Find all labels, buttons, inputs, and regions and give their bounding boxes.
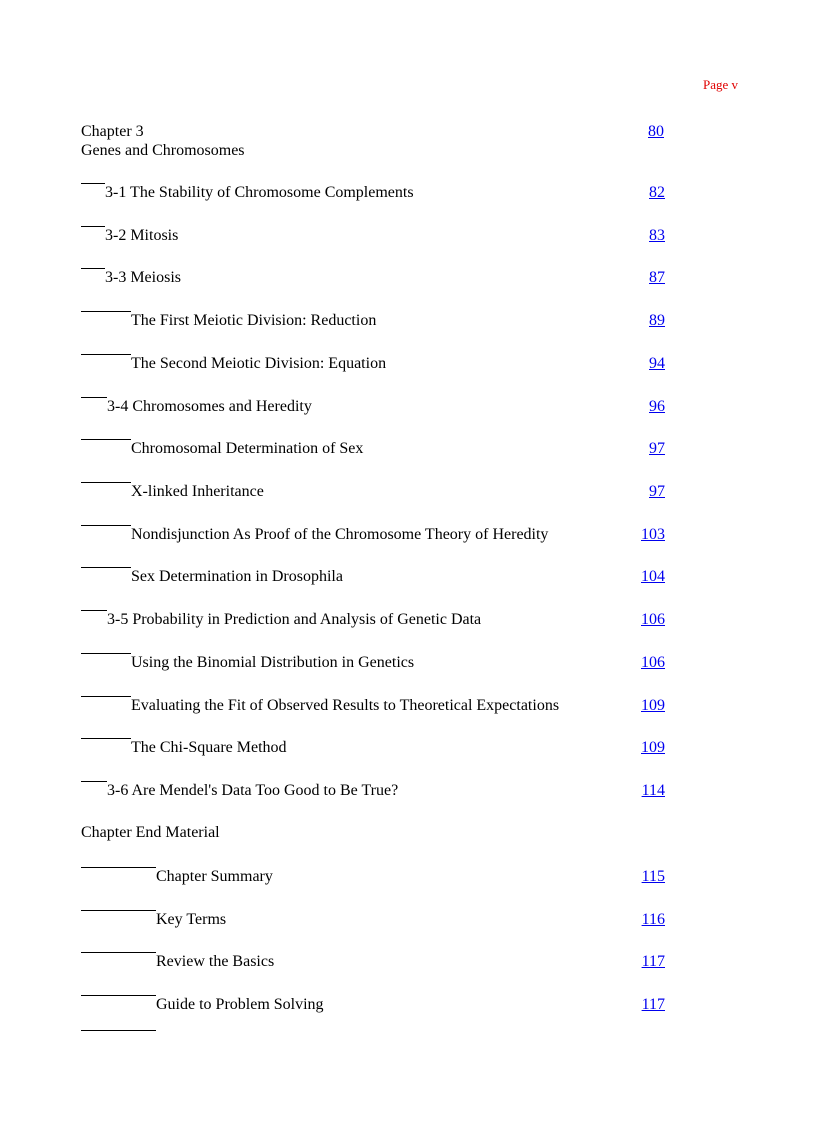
toc-entry (81, 866, 665, 888)
toc-entry-label: 3-5 Probability in Prediction and Analysis of Genetic Data (107, 611, 482, 628)
indent-rule (81, 268, 105, 269)
toc-entry-label: The First Meiotic Division: Reduction (131, 312, 377, 329)
toc-entry (81, 182, 665, 204)
toc-page-link[interactable]: 109 (641, 697, 665, 714)
toc-entry-label: 3-6 Are Mendel's Data Too Good to Be True? (107, 782, 399, 799)
toc-entry-label: 3-1 The Stability of Chromosome Complements (105, 184, 414, 201)
toc-page-link[interactable]: 94 (649, 355, 665, 372)
indent-rule (81, 995, 156, 996)
toc-page-link[interactable]: 109 (641, 739, 665, 756)
indent-rule (81, 781, 107, 782)
toc-entry-label: Nondisjunction As Proof of the Chromosome Theory of Heredity (131, 526, 549, 543)
toc-entry (81, 566, 665, 588)
toc-entry (81, 652, 665, 674)
toc-entry (81, 994, 665, 1016)
toc-page-link[interactable]: 83 (649, 227, 665, 244)
indent-rule (81, 653, 131, 654)
toc-entry-label: 3-4 Chromosomes and Heredity (107, 398, 312, 415)
chapter-page-link[interactable]: 80 (648, 123, 664, 140)
toc-entry-label: Using the Binomial Distribution in Genetics (131, 654, 415, 671)
toc-entry-label: Review the Basics (156, 953, 275, 970)
chapter-header (81, 122, 664, 160)
toc-entry (81, 951, 665, 973)
indent-rule (81, 439, 131, 440)
indent-rule (81, 397, 107, 398)
toc-page-link[interactable]: 89 (649, 312, 665, 329)
trailing-rule (81, 1030, 156, 1031)
page-number: Page v (702, 77, 738, 92)
toc-entry-label: Chromosomal Determination of Sex (131, 440, 364, 457)
chapter-title: Genes and Chromosomes (81, 142, 245, 159)
indent-rule (81, 311, 131, 312)
toc-page-link[interactable]: 103 (641, 526, 665, 543)
toc-entry-label: 3-2 Mitosis (105, 227, 179, 244)
toc-entry-label: Chapter Summary (156, 868, 273, 885)
toc-page-link[interactable]: 104 (641, 568, 665, 585)
toc-entry-label: Evaluating the Fit of Observed Results to Theoretical Expectations (131, 697, 560, 714)
indent-rule (81, 738, 131, 739)
indent-rule (81, 354, 131, 355)
toc-entry-label: The Chi-Square Method (131, 739, 287, 756)
toc-entry (81, 524, 665, 546)
toc-entry (81, 438, 665, 460)
toc-page-link[interactable]: 106 (641, 611, 665, 628)
toc-entry (81, 737, 665, 759)
toc-entry-label: 3-3 Meiosis (105, 269, 181, 286)
toc-entry (81, 353, 665, 375)
toc-page-link[interactable]: 87 (649, 269, 665, 286)
toc-entry (81, 267, 665, 289)
indent-rule (81, 183, 105, 184)
toc-entry (81, 609, 665, 631)
indent-rule (81, 610, 107, 611)
toc-entry-label: Sex Determination in Drosophila (131, 568, 343, 585)
end-material-heading: Chapter End Material (81, 824, 220, 841)
toc-entry-label: Guide to Problem Solving (156, 996, 324, 1013)
toc-entry (81, 695, 665, 717)
indent-rule (81, 910, 156, 911)
toc-page-link[interactable]: 117 (641, 996, 665, 1013)
toc-entry-label: X-linked Inheritance (131, 483, 264, 500)
indent-rule (81, 696, 131, 697)
toc-page-link[interactable]: 97 (649, 440, 665, 457)
toc-page-link[interactable]: 96 (649, 398, 665, 415)
chapter-number: Chapter 3 (81, 123, 144, 140)
indent-rule (81, 525, 131, 526)
indent-rule (81, 226, 105, 227)
toc-page-link[interactable]: 114 (641, 782, 665, 799)
toc-page-link[interactable]: 97 (649, 483, 665, 500)
toc-entry (81, 909, 665, 931)
toc-page-link[interactable]: 116 (641, 911, 665, 928)
toc-entry (81, 225, 665, 247)
toc-page-link[interactable]: 115 (641, 868, 665, 885)
toc-entry-label: The Second Meiotic Division: Equation (131, 355, 387, 372)
indent-rule (81, 952, 156, 953)
toc-entry (81, 481, 665, 503)
toc-entry-label: Key Terms (156, 911, 227, 928)
toc-page-link[interactable]: 82 (649, 184, 665, 201)
toc-entry (81, 310, 665, 332)
toc-page-link[interactable]: 117 (641, 953, 665, 970)
indent-rule (81, 867, 156, 868)
toc-entry (81, 780, 665, 802)
indent-rule (81, 567, 131, 568)
toc-page-link[interactable]: 106 (641, 654, 665, 671)
toc-entry (81, 396, 665, 418)
indent-rule (81, 482, 131, 483)
